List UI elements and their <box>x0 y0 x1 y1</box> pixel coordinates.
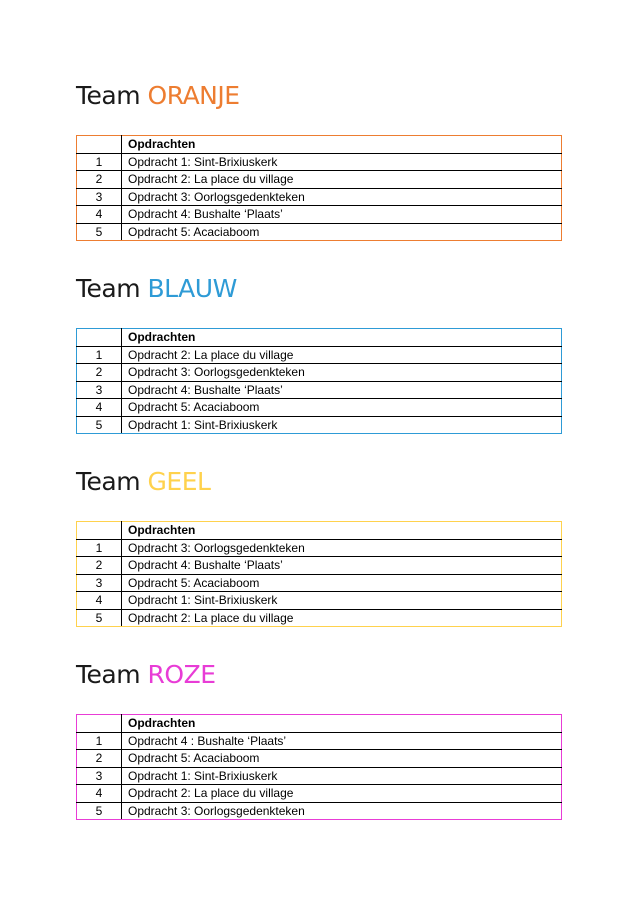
table-row <box>77 223 562 241</box>
table-row <box>77 750 562 768</box>
row-task: Opdracht 4: Bushalte ‘Plaats’ <box>122 206 562 224</box>
row-number: 4 <box>77 592 122 610</box>
row-number: 3 <box>77 767 122 785</box>
row-task: Opdracht 5: Acaciaboom <box>122 223 562 241</box>
row-number: 1 <box>77 539 122 557</box>
table-row <box>77 767 562 785</box>
row-task: Opdracht 1: Sint-Brixiuskerk <box>122 767 562 785</box>
table-row <box>77 609 562 627</box>
assignments-table <box>76 521 562 627</box>
team-title <box>76 80 562 112</box>
row-number: 4 <box>77 206 122 224</box>
row-task: Opdracht 5: Acaciaboom <box>122 574 562 592</box>
team-name: ORANJE <box>147 81 240 110</box>
table-header-cell-number <box>77 522 122 540</box>
row-number: 5 <box>77 223 122 241</box>
table-row <box>77 188 562 206</box>
team-name: BLAUW <box>147 274 237 303</box>
team-title <box>76 466 562 498</box>
row-task: Opdracht 1: Sint-Brixiuskerk <box>122 592 562 610</box>
team-title-prefix: Team <box>76 660 141 689</box>
row-task: Opdracht 2: La place du village <box>122 785 562 803</box>
row-number: 5 <box>77 416 122 434</box>
team-section-oranje <box>76 80 562 239</box>
row-task: Opdracht 5: Acaciaboom <box>122 399 562 417</box>
table-row <box>77 364 562 382</box>
table-header-cell-number <box>77 329 122 347</box>
row-number: 2 <box>77 557 122 575</box>
table-row <box>77 399 562 417</box>
table-row <box>77 539 562 557</box>
row-task: Opdracht 2: La place du village <box>122 171 562 189</box>
table-row <box>77 171 562 189</box>
assignments-table <box>76 135 562 241</box>
table-row <box>77 153 562 171</box>
row-task: Opdracht 2: La place du village <box>122 609 562 627</box>
row-number: 5 <box>77 609 122 627</box>
team-title <box>76 659 562 691</box>
row-task: Opdracht 4: Bushalte ‘Plaats’ <box>122 557 562 575</box>
table-header-row <box>77 715 562 733</box>
row-task: Opdracht 3: Oorlogsgedenkteken <box>122 539 562 557</box>
row-task: Opdracht 2: La place du village <box>122 346 562 364</box>
row-task: Opdracht 1: Sint-Brixiuskerk <box>122 153 562 171</box>
row-task: Opdracht 4 : Bushalte ‘Plaats’ <box>122 732 562 750</box>
row-number: 3 <box>77 574 122 592</box>
table-row <box>77 557 562 575</box>
table-row <box>77 802 562 820</box>
team-title-prefix: Team <box>76 274 141 303</box>
row-number: 3 <box>77 381 122 399</box>
row-number: 3 <box>77 188 122 206</box>
table-header-cell-number <box>77 136 122 154</box>
team-name: GEEL <box>147 467 211 496</box>
team-section-roze <box>76 659 562 818</box>
team-section-blauw <box>76 273 562 432</box>
row-task: Opdracht 3: Oorlogsgedenkteken <box>122 802 562 820</box>
assignments-table <box>76 328 562 434</box>
assignments-table <box>76 714 562 820</box>
table-row <box>77 732 562 750</box>
table-row <box>77 574 562 592</box>
table-header-row <box>77 522 562 540</box>
table-row <box>77 416 562 434</box>
row-number: 2 <box>77 171 122 189</box>
row-number: 4 <box>77 785 122 803</box>
team-section-geel <box>76 466 562 625</box>
table-row <box>77 206 562 224</box>
row-task: Opdracht 1: Sint-Brixiuskerk <box>122 416 562 434</box>
table-row <box>77 592 562 610</box>
row-number: 5 <box>77 802 122 820</box>
team-title-prefix: Team <box>76 467 141 496</box>
table-row <box>77 346 562 364</box>
table-header-cell-opdrachten: Opdrachten <box>122 715 562 733</box>
row-number: 2 <box>77 364 122 382</box>
team-name: ROZE <box>147 660 216 689</box>
table-header-cell-opdrachten: Opdrachten <box>122 522 562 540</box>
team-title-prefix: Team <box>76 81 141 110</box>
row-task: Opdracht 3: Oorlogsgedenkteken <box>122 188 562 206</box>
table-header-row <box>77 136 562 154</box>
row-task: Opdracht 3: Oorlogsgedenkteken <box>122 364 562 382</box>
row-task: Opdracht 4: Bushalte ‘Plaats’ <box>122 381 562 399</box>
table-row <box>77 785 562 803</box>
row-number: 4 <box>77 399 122 417</box>
table-header-cell-number <box>77 715 122 733</box>
table-row <box>77 381 562 399</box>
table-header-row <box>77 329 562 347</box>
row-number: 1 <box>77 153 122 171</box>
row-number: 1 <box>77 732 122 750</box>
team-title <box>76 273 562 305</box>
row-task: Opdracht 5: Acaciaboom <box>122 750 562 768</box>
row-number: 2 <box>77 750 122 768</box>
table-header-cell-opdrachten: Opdrachten <box>122 136 562 154</box>
table-header-cell-opdrachten: Opdrachten <box>122 329 562 347</box>
row-number: 1 <box>77 346 122 364</box>
